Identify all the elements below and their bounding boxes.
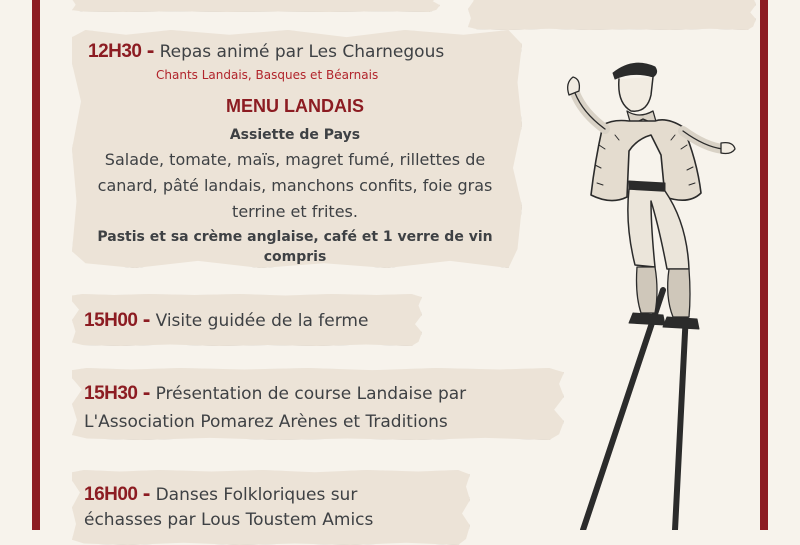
- event-title: Présentation de course Landaise par: [155, 384, 467, 404]
- event-title: Repas animé par Les Charnegous: [159, 42, 445, 62]
- time-label: 15H00: [84, 310, 138, 331]
- menu-heading: MENU LANDAIS: [226, 96, 364, 116]
- time-label: 12H30: [88, 41, 142, 62]
- menu-dish-title: Assiette de Pays: [229, 127, 361, 143]
- time-label: 16H00: [84, 484, 138, 505]
- time-separator: -: [142, 483, 151, 505]
- schedule-item-1230: [88, 40, 444, 63]
- event-title-continued: L'Association Pomarez Arènes et Traditions: [84, 412, 448, 432]
- time-separator: -: [142, 382, 151, 404]
- left-red-border: [32, 0, 40, 530]
- schedule-item-1530: [84, 382, 466, 405]
- event-title: Visite guidée de la ferme: [155, 311, 369, 331]
- paper-strip-top-right: [468, 0, 756, 30]
- menu-dish-line: Salade, tomate, maïs, magret fumé, rillettes de: [104, 150, 486, 169]
- menu-dish-line: canard, pâté landais, manchons confits, foie gras: [97, 176, 493, 195]
- time-separator: -: [142, 309, 151, 331]
- time-separator: -: [146, 40, 155, 62]
- right-red-border: [760, 0, 768, 530]
- menu-extras-line: Pastis et sa crème anglaise, café et 1 verre de vin: [97, 229, 493, 245]
- menu-dish-line: terrine et frites.: [232, 202, 358, 221]
- event-subtitle: Chants Landais, Basques et Béarnais: [156, 68, 379, 82]
- schedule-item-1500: [84, 309, 368, 332]
- menu-extras-line: compris: [263, 249, 327, 265]
- event-title: Danses Folkloriques sur: [155, 485, 358, 505]
- paper-strip-top-left: [72, 0, 440, 12]
- time-label: 15H30: [84, 383, 138, 404]
- event-title-continued: échasses par Lous Toustem Amics: [84, 510, 374, 530]
- stilt-walker-illustration: [555, 55, 745, 530]
- schedule-item-1600: [84, 483, 357, 506]
- schedule-card-1600: [72, 470, 470, 545]
